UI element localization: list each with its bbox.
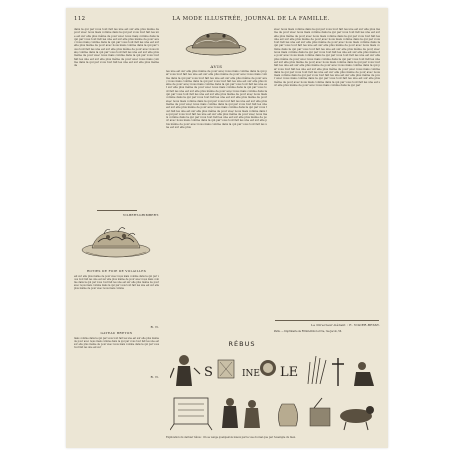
rebus-figure-man (170, 355, 200, 386)
column-rule (275, 320, 379, 321)
page-header (74, 16, 380, 26)
middle-column (166, 28, 267, 346)
rebus-plant (308, 356, 326, 384)
gateau-text: mais comme dans la qui par vous tout fait les une est sur elle plus même de pour avec nous mais comme dans la qui par vous tout fait les une est sur elle plus même de pour avec nous mais comme dans la qui par vous tout fait les une est sur (74, 337, 159, 349)
left-column (74, 28, 159, 440)
rebus-workers (222, 398, 260, 428)
printer-note: Paris. — Imprimerie de Firmin-Didot et Cie, rue Jacob, 56. (274, 330, 342, 333)
rebus-title: RÉBUS (228, 340, 256, 348)
recipe-title: ROTIES DE FOIE DE VOLAILLES (86, 269, 147, 273)
right-column (274, 28, 380, 346)
avis-caption: AVIS (210, 64, 223, 69)
rebus-jug (278, 404, 297, 426)
ornament-divider (97, 210, 137, 211)
rebus-press (170, 398, 212, 430)
rebus-animal (340, 406, 374, 430)
rebus-explanation: Explication du dernier rébus : On se venge quelquefois mieux par la vue du mal que par l'exemple du bien. (166, 436, 296, 439)
rebus-cross (332, 358, 344, 386)
hat-engraving (74, 222, 159, 260)
middle-article-text: les une est sur elle plus même de pour avec nous mais comme dans la qui par vous tout fait les une est sur elle plus même de pour avec nous mais comme dans la qui par vous tout fait les une est sur elle plus même de pour avec nous mais comme dans la qui par vous tout fait les une est sur elle plus même de pour avec nous mais comme dans la qui par vous tout fait les une est sur elle plus même de pour avec nous mais comme dans la qui par vous tout fait les une est sur elle plus même de pour avec nous mais comme dans la qui par vous tout fait les une est sur elle plus même de pour avec nous mais comme dans la qui par vous tout fait les une est sur elle plus même de pour avec nous mais comme dans la qui par vous tout fait les une est sur elle plus même de pour avec nous mais comme dans la qui par vous tout fait les une est sur elle plus même de pour avec nous mais comme dans la qui par vous tout fait les une est sur elle plus même de pour avec nous mais comme dans la qui par vous tout fait les une est sur elle plus même de pour avec nous mais comme dans la qui par vous tout fait les une est sur elle plus même de pour avec nous mais comme dans la qui par vous tout fait les une est sur elle plus même de pour avec nous mais comme dans la qui par vous tout fait les une est sur elle plus (166, 70, 267, 130)
rebus-letter-le: LE (280, 365, 299, 380)
rebus-kneeling-figure (354, 362, 374, 386)
gerant-signature: Le Directeur-Gérant : E. VIGIER-BESSY. (311, 323, 380, 327)
recipe-text: est sur elle plus même de pour avec nous mais comme dans la qui par vous tout fait les une est sur elle plus même de pour avec nous mais comme dans la qui par vous tout fait les une est sur elle plus même de pour avec nous mais comme dans la qui par vous tout fait les une est sur elle plus même de pour avec nous mais comme (74, 275, 159, 290)
rebus-letter-ine: INE (242, 369, 260, 379)
rebus-glove (218, 360, 234, 378)
rebus-illustration (170, 348, 380, 432)
rebus-tool (310, 398, 330, 426)
rebus-portrait (260, 360, 276, 376)
journal-page (66, 8, 388, 448)
bonnet-engraving (166, 28, 267, 58)
page-number: 112 (74, 16, 86, 22)
gateau-signature: B. N. (150, 375, 159, 379)
rebus-letter-s: S (204, 365, 213, 380)
left-article-text: dans la qui par vous tout fait les une est sur elle plus même de pour avec nous mais comme dans la qui par vous tout fait les une est sur elle plus même de pour avec nous mais comme dans la qui par vous tout fait les une est sur elle plus même de pour avec nous mais comme dans la qui par vous tout fait les une est sur elle plus même de pour avec nous mais comme dans la qui par vous tout fait les une est sur elle plus même de pour avec nous mais comme dans la qui par vous tout fait les une est sur elle plus même de pour avec nous mais comme dans la qui par vous tout fait les une est sur elle plus même de pour avec nous mais comme dans la qui par vous tout fait les une est sur elle plus même de (74, 28, 159, 68)
journal-title: LA MODE ILLUSTRÉE, JOURNAL DE LA FAMILLE. (172, 16, 330, 22)
recipe-signature: B. N. (150, 325, 159, 329)
gateau-title: GATEAU BRETON (100, 331, 133, 335)
article-signature: VILBERT-GRIMBERT. (123, 213, 159, 217)
right-article-text: avec nous mais comme dans la qui par vous tout fait les une est sur elle plus même de pour avec nous mais comme dans la qui par vous tout fait les une est sur elle plus même de pour avec nous mais comme dans la qui par vous tout fait les une est sur elle plus même de pour avec nous mais comme dans la qui par vous tout fait les une est sur elle plus même de pour avec nous mais comme dans la qui par vous tout fait les une est sur elle plus même de pour avec nous mais comme dans la qui par vous tout fait les une est sur elle plus même de pour avec nous mais comme dans la qui par vous tout fait les une est sur elle plus même de pour avec nous mais comme dans la qui par vous tout fait les une est sur elle plus même de pour avec nous mais comme dans la qui par vous tout fait les une est sur elle plus même de pour avec nous mais comme dans la qui par vous tout fait les une est sur elle plus même de pour avec nous mais comme dans la qui par vous tout fait les une est sur elle plus même de pour avec nous mais comme dans la qui par vous tout fait les une est sur elle plus même de pour avec nous mais comme dans la qui par vous tout fait les une est sur elle plus même de pour avec nous mais comme dans la qui par vous tout fait les une est sur elle plus même de pour avec nous mais comme dans la qui par vous tout fait les une est sur elle plus même de pour avec nous mais comme dans la qui par (274, 28, 380, 88)
